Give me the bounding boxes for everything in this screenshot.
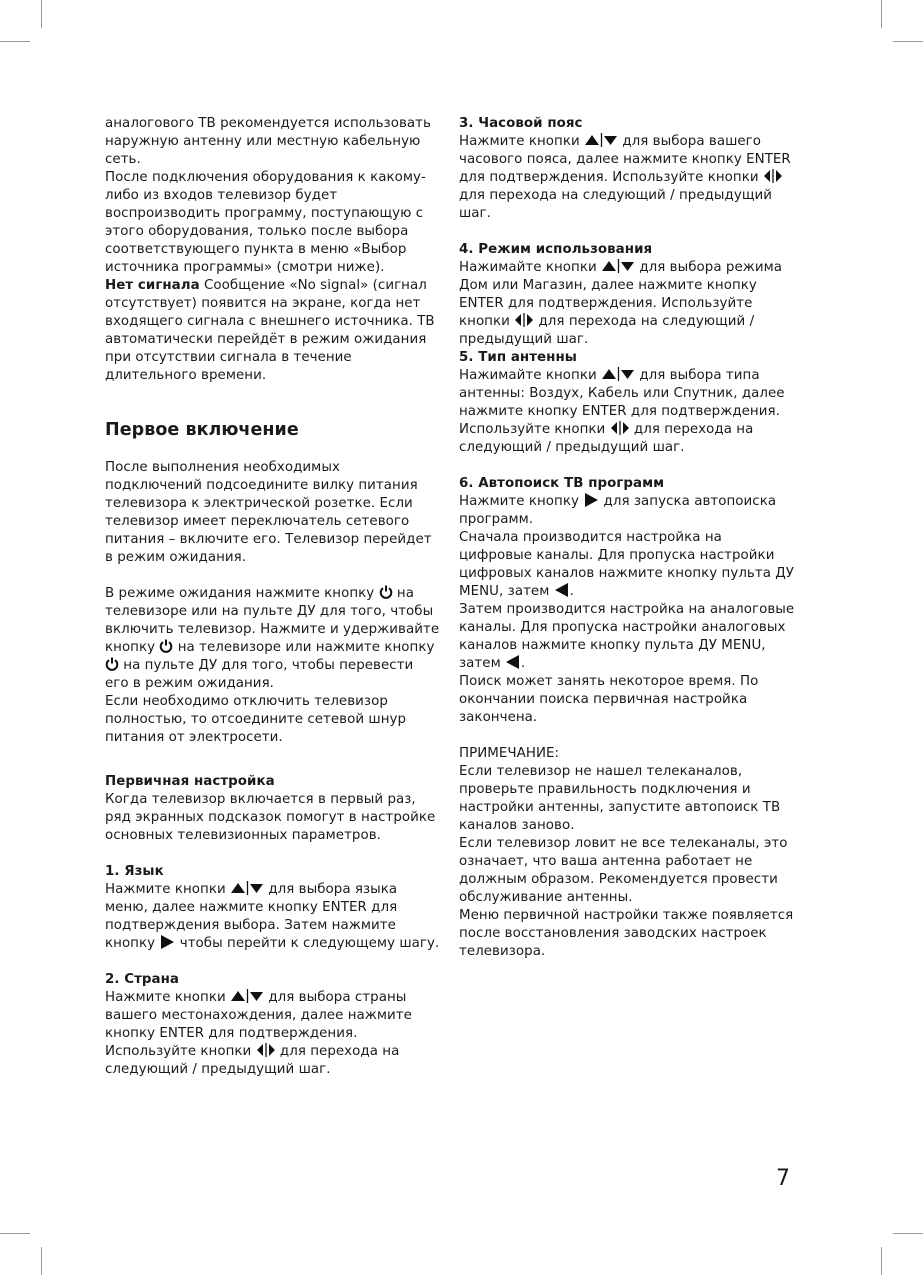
left-right-arrows-icon (610, 421, 630, 435)
up-down-arrows-icon (230, 881, 264, 895)
step-title: 5. Тип антенны (459, 350, 577, 365)
section-title: Первое включение (105, 420, 299, 440)
step-title: 4. Режим использования (459, 242, 653, 257)
up-down-arrows-icon (601, 367, 635, 381)
step-title: 1. Язык (105, 864, 164, 879)
left-arrow-icon (554, 583, 570, 597)
paragraph: Поиск может занять некоторое время. По окончании поиска первичная настройка закончена. (459, 674, 759, 725)
crop-mark (0, 41, 30, 42)
crop-mark (0, 1233, 30, 1234)
step-title: 2. Страна (105, 972, 180, 987)
left-right-arrows-icon (256, 1043, 276, 1057)
crop-mark (41, 1247, 42, 1275)
paragraph: После подключения оборудования к какому-либо из входов телевизор будет воспроизводить программу, поступающую с этого оборудования, только после выбора соответствующего пункта в меню «Выбор источника программы» (смотри ниже). (105, 170, 426, 275)
note-title: ПРИМЕЧАНИЕ: (459, 746, 560, 761)
paragraph (105, 277, 440, 385)
paragraph: Нажмите кнопки для выбора страны вашего местонахождения, далее нажмите кнопку ENTER для подтверждения. Используйте кнопки для перехода на следующий / предыдущий шаг. (105, 990, 412, 1077)
step-title: 6. Автопоиск ТВ программ (459, 476, 665, 491)
right-arrow-icon (583, 493, 599, 507)
paragraph: Нажимайте кнопки для выбора режима Дом или Магазин, далее нажмите кнопку ENTER для подтверждения. Используйте кнопки для перехода на следующий / предыдущий шаг. (459, 260, 783, 347)
paragraph: Если телевизор не нашел телеканалов, проверьте правильность подключения и настройки антенны, запустите автопоиск ТВ каналов заново. (459, 764, 781, 833)
paragraph: Сначала производится настройка на цифровые каналы. Для пропуска настройки цифровых каналов нажмите кнопку пульта ДУ MENU, затем . (459, 530, 795, 599)
paragraph: Нажимайте кнопки для выбора типа антенны: Воздух, Кабель или Спутник, далее нажмите кнопку ENTER для подтверждения. Используйте кнопки для перехода на следующий / предыдущий шаг. (459, 368, 785, 455)
crop-mark (893, 41, 923, 42)
paragraph: В режиме ожидания нажмите кнопку на телевизоре или на пульте ДУ для того, чтобы включить телевизор. Нажмите и удерживайте кнопку на телевизоре или нажмите кнопку на пульте ДУ для того, чтобы перевести его в режим ожидания. (105, 586, 440, 691)
power-icon (105, 657, 119, 671)
up-down-arrows-icon (230, 989, 264, 1003)
paragraph: После выполнения необходимых подключений подсоедините вилку питания телевизора к электрической розетке. Если телевизор имеет переключатель сетевого питания – включите его. Телевизор перейдет в режим ожидания. (105, 460, 432, 565)
up-down-arrows-icon (584, 133, 618, 147)
paragraph: Нажмите кнопки для выбора языка меню, далее нажмите кнопку ENTER для подтверждения выбора. Затем нажмите кнопку чтобы перейти к следующему шагу. (105, 882, 440, 951)
left-column (105, 115, 440, 1079)
no-signal-text: Сообщение «No signal» (сигнал отсутствует) появится на экране, когда нет входящего сигнала с внешнего источника. ТВ автоматически перейдёт в режим ожидания при отсутствии сигнала в течение длительного времени. (105, 278, 435, 383)
left-right-arrows-icon (514, 313, 534, 327)
power-icon (379, 585, 393, 599)
crop-mark (41, 0, 42, 28)
paragraph: Меню первичной настройки также появляется после восстановления заводских настроек телевизора. (459, 908, 794, 959)
page-number: 7 (776, 1166, 790, 1191)
right-column (459, 115, 799, 961)
paragraph: Когда телевизор включается в первый раз, ряд экранных подсказок помогут в настройке основных телевизионных параметров. (105, 792, 436, 843)
initial-setup-title: Первичная настройка (105, 774, 275, 789)
paragraph: Если телевизор ловит не все телеканалы, это означает, что ваша антенна работает не должным образом. Рекомендуется провести обслуживание антенны. (459, 836, 788, 905)
step-title: 3. Часовой пояс (459, 116, 583, 131)
paragraph: аналогового ТВ рекомендуется использовать наружную антенну или местную кабельную сеть. (105, 116, 431, 167)
left-right-arrows-icon (763, 169, 783, 183)
paragraph: Нажмите кнопки для выбора вашего часового пояса, далее нажмите кнопку ENTER для подтверждения. Используйте кнопки для перехода на следующий / предыдущий шаг. (459, 134, 791, 221)
crop-mark (881, 0, 882, 28)
no-signal-label: Нет сигнала (105, 278, 200, 293)
up-down-arrows-icon (601, 259, 635, 273)
crop-mark (881, 1247, 882, 1275)
crop-mark (893, 1233, 923, 1234)
right-arrow-icon (159, 935, 175, 949)
paragraph: Если необходимо отключить телевизор полностью, то отсоедините сетевой шнур питания от электросети. (105, 694, 407, 745)
left-arrow-icon (505, 655, 521, 669)
power-icon (159, 639, 173, 653)
paragraph: Затем производится настройка на аналоговые каналы. Для пропуска настройки аналоговых каналов нажмите кнопку пульта ДУ MENU, затем . (459, 602, 795, 671)
paragraph: Нажмите кнопку для запуска автопоиска программ. (459, 494, 777, 527)
